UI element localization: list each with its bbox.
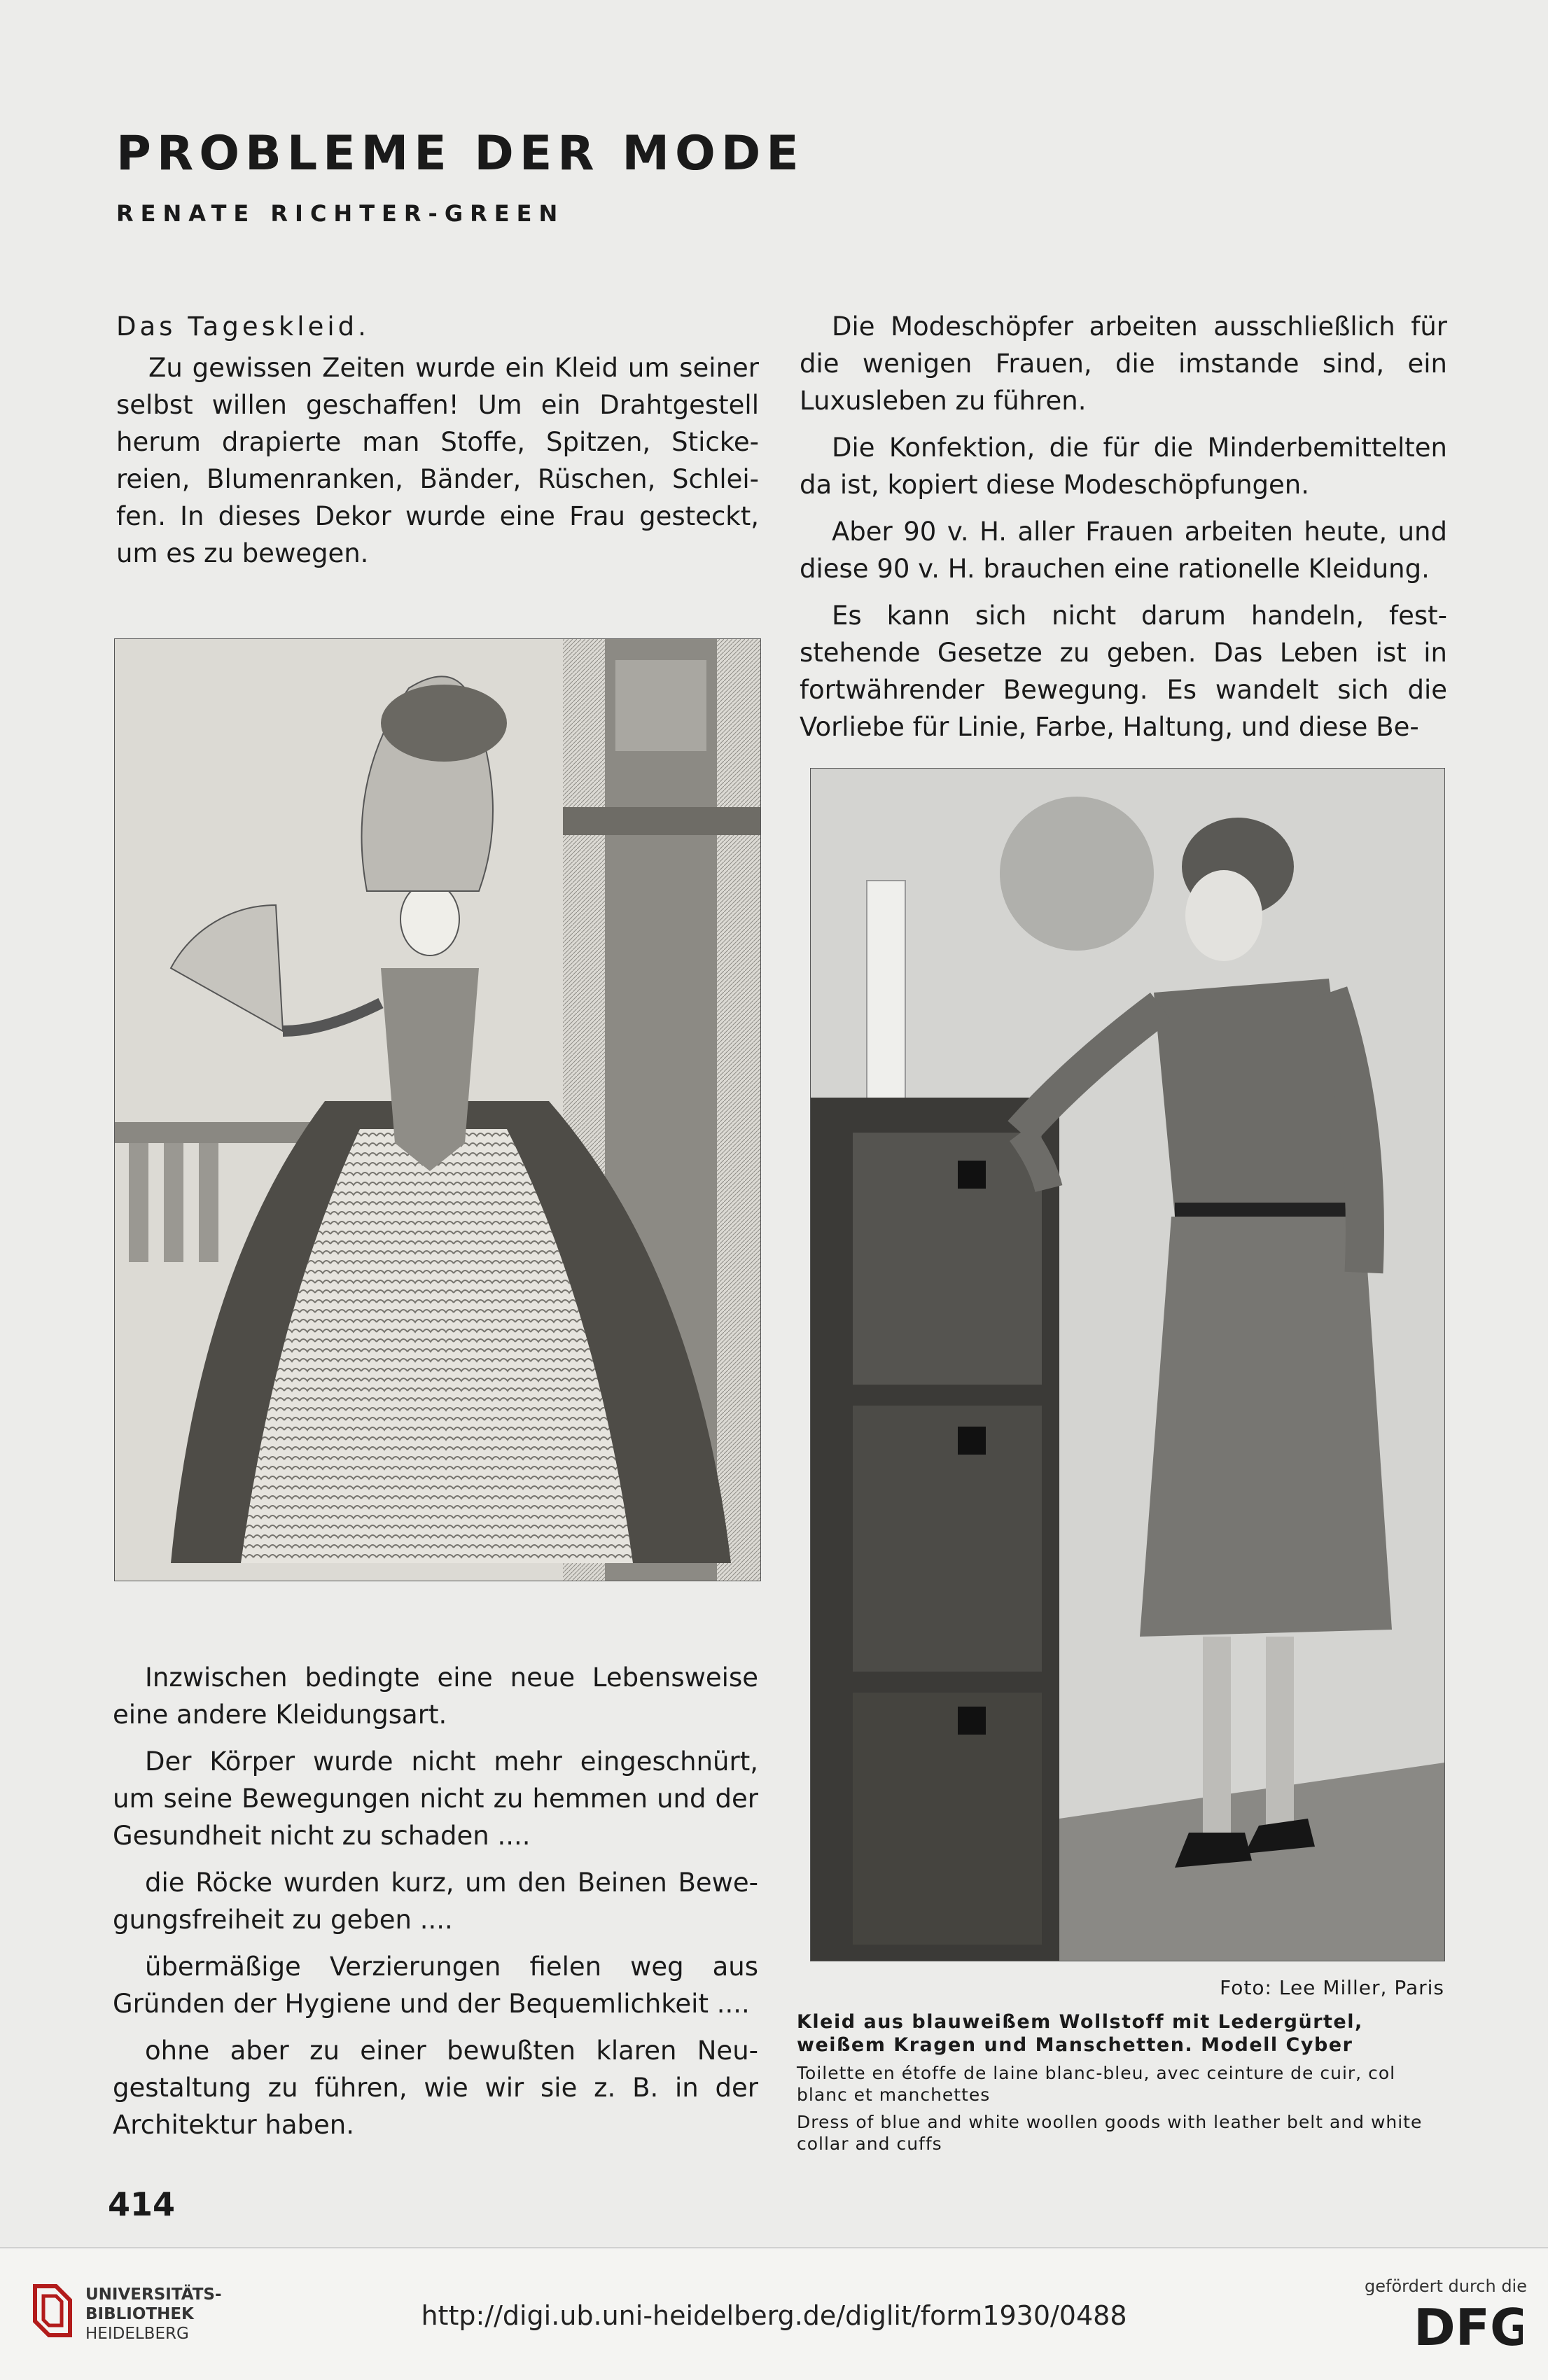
photo-credit: Foto: Lee Miller, Paris <box>1220 1976 1444 1999</box>
article-title: PROBLEME DER MODE <box>116 126 804 181</box>
article-author: RENATE RICHTER-GREEN <box>116 200 565 227</box>
fashion-photograph <box>810 768 1445 1961</box>
tweed-dress-model-picture <box>811 769 1444 1961</box>
caption-french: Toilette en étoffe de laine blanc-bleu, avec ceinture de cuir, col blanc et manchettes <box>797 2063 1396 2105</box>
section-heading: Das Tageskleid. <box>116 312 370 342</box>
dfg-logo-text: DFG <box>1414 2299 1523 2355</box>
paragraph: Der Körper wurde nicht mehr eingeschnürt, um seine Bewegungen nicht zu hemmen und der Gesundheit nicht zu schaden .... <box>113 1746 758 1851</box>
paragraph: ohne aber zu einer bewußten klaren Neugestaltung zu führen, wie wir sie z. B. in der Architektur haben. <box>113 2036 758 2140</box>
permalink-url[interactable]: http://digi.ub.uni-heidelberg.de/diglit/form1930/0488 <box>421 2300 1127 2331</box>
digitization-footer <box>0 2247 1548 2380</box>
right-column-top <box>800 308 1447 755</box>
photo-caption <box>797 2010 1444 2155</box>
left-column-bottom <box>113 1659 758 2153</box>
paragraph: Die Modeschöpfer arbeiten ausschließlich für die wenigen Frauen, die imstande sind, ein Luxusleben zu führen. <box>800 312 1447 416</box>
rococo-gown-picture <box>115 639 760 1581</box>
paragraph: Es kann sich nicht darum handeln, feststehende Gesetze zu geben. Das Leben ist in fortwährender Bewegung. Es wandelt sich die Vorliebe für Linie, Farbe, Haltung, und diese Be- <box>800 601 1447 742</box>
caption-english: Dress of blue and white woollen goods with leather belt and white collar and cuffs <box>797 2112 1423 2154</box>
paragraph: übermäßige Verzierungen fielen weg aus Gründen der Hygiene und der Bequemlichkeit .... <box>113 1952 758 2019</box>
paragraph: die Röcke wurden kurz, um den Beinen Bewegungsfreiheit zu geben .... <box>113 1868 758 1935</box>
left-column-top <box>116 308 759 582</box>
paragraph: Die Konfektion, die für die Minderbemittelten da ist, kopiert diese Modeschöpfungen. <box>800 433 1447 500</box>
paragraph: Aber 90 v. H. aller Frauen arbeiten heute, und diese 90 v. H. brauchen eine rationelle Kleidung. <box>800 517 1447 584</box>
page-number: 414 <box>108 2185 176 2223</box>
paragraph: Zu gewissen Zeiten wurde ein Kleid um seiner selbst willen geschaffen! Um ein Drahtgestell herum drapierte man Stoffe, Spitzen, Stickereien, Blumenranken, Bänder, Rüschen, Schleifen. In dieses Dekor wurde eine Frau gesteckt, um es zu bewegen. <box>116 353 759 568</box>
dfg-logo-icon[interactable] <box>1411 2299 1523 2358</box>
funding-note: gefördert durch die <box>1365 2276 1527 2296</box>
engraving-illustration <box>114 638 761 1581</box>
caption-german: Kleid aus blauweißem Wollstoff mit Ledergürtel, weißem Kragen und Manschetten. Modell Cyber <box>797 2011 1363 2056</box>
university-library-name: UNIVERSITÄTS- BIBLIOTHEK HEIDELBERG <box>85 2286 222 2343</box>
paragraph: Inzwischen bedingte eine neue Lebensweise eine andere Kleidungsart. <box>113 1662 758 1730</box>
